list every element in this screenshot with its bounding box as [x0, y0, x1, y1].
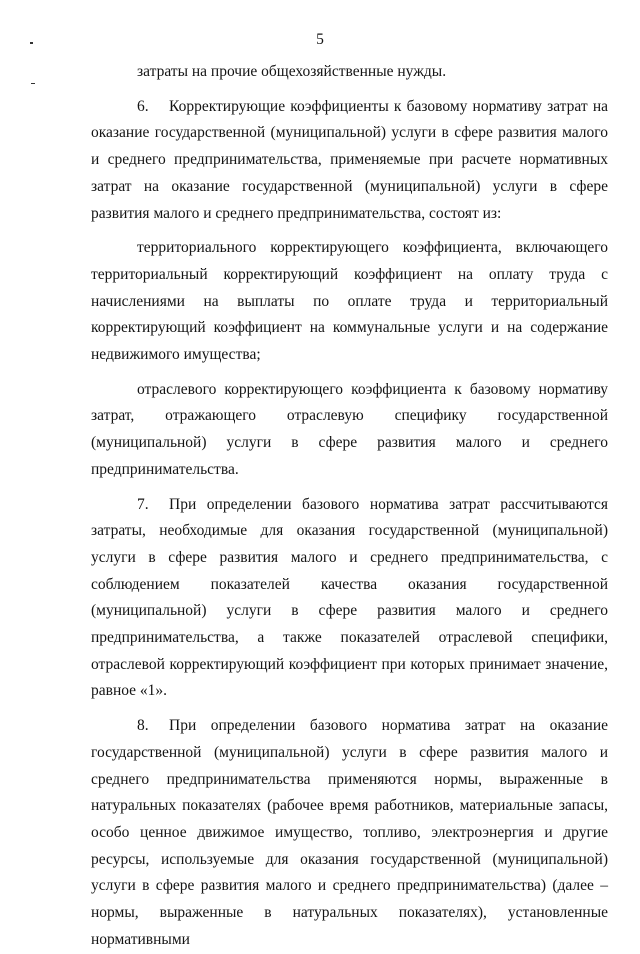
paragraph-text: При определении базового норматива затрат рассчитываются затраты, необходимые для оказания государственной (муниципальной) услуги в сфере развития малого и среднего предпринимательства, с соблюдением показателей качества оказания государственной (муниципальной) услуги в сфере развития малого и среднего предпринимательства, а также показателей отраслевой специфики, отраслевой корректирующий коэффициент при которых принимает значение, равное «1». [91, 495, 608, 700]
paragraph-text: При определении базового норматива затрат на оказание государственной (муниципальной) услуги в сфере развития малого и среднего предпринимательства применяются нормы, выраженные в натуральных показателях (рабочее время работников, материальные запасы, особо ценное движимое имущество, топливо, электроэнергия и другие ресурсы, используемые для оказания государственной (муниципальной) услуги в сфере развития малого и среднего предпринимательства) (далее – нормы, выраженные в натуральных показателях), установленные нормативными [91, 717, 608, 948]
paragraph-sectoral-coefficient [91, 377, 608, 484]
paragraph-continuation [91, 59, 608, 86]
document-body [91, 59, 608, 954]
paragraph-item-8 [91, 713, 608, 953]
paragraph-text: Корректирующие коэффициенты к базовому нормативу затрат на оказание государственной (муниципальной) услуги в сфере развития малого и среднего предпринимательства, применяемые при расчете нормативных затрат на оказание государственной (муниципальной) услуги в сфере развития малого и среднего предпринимательства, состоят из: [91, 97, 608, 222]
paragraph-text: территориального корректирующего коэффициента, включающего территориальный корректирующий коэффициент на оплату труда с начислениями на выплаты по оплате труда и территориальный корректирующий коэффициент на коммунальные услуги и на содержание недвижимого имущества; [91, 239, 608, 364]
item-number: 7. [137, 495, 149, 513]
page-number: 5 [316, 31, 324, 48]
paragraph-item-7 [91, 492, 608, 706]
scan-speck [31, 83, 35, 84]
scan-speck [30, 42, 33, 44]
paragraph-item-6 [91, 94, 608, 228]
paragraph-text: отраслевого корректирующего коэффициента к базовому нормативу затрат, отражающего отраслевую специфику государственной (муниципальной) услуги в сфере развития малого и среднего предпринимательства. [91, 380, 608, 478]
paragraph-territorial-coefficient [91, 235, 608, 369]
item-number: 6. [137, 97, 149, 115]
item-number: 8. [137, 717, 149, 735]
paragraph-text: затраты на прочие общехозяйственные нужды. [137, 63, 447, 80]
